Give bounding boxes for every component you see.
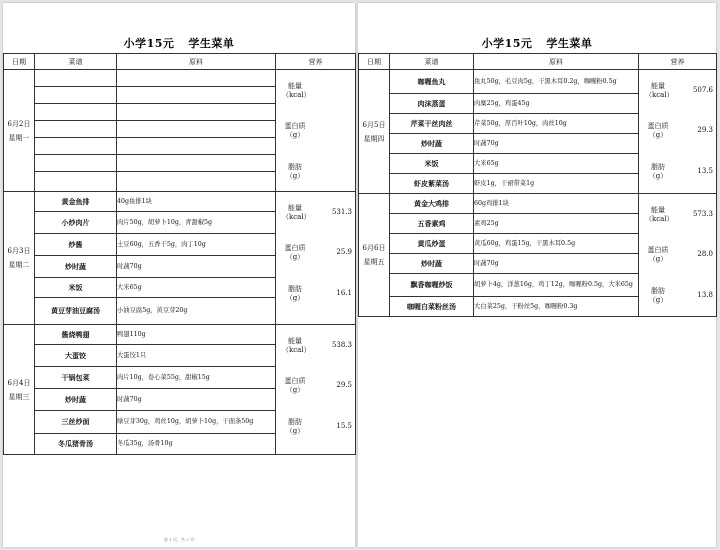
ingredients: 绿豆芽30g，鸡丝10g，胡萝卜10g，干面条50g — [117, 411, 276, 434]
date-cell — [4, 70, 35, 192]
header-ingredients: 原料 — [474, 54, 639, 70]
ingredients — [117, 87, 276, 104]
nutrition-box — [276, 325, 355, 453]
ingredients: 虾皮1g，干裙带菜1g — [474, 174, 639, 194]
dish-name: 虾皮紫菜汤 — [390, 174, 474, 194]
fat-value: 16.1 — [336, 289, 352, 297]
energy-unit: （kcal） — [645, 91, 674, 99]
table-row — [359, 194, 717, 214]
energy-label — [282, 82, 311, 100]
ingredients — [117, 121, 276, 138]
ingredients: 鱼丸50g，毛豆肉5g，干黑木耳0.2g，咖喱粉0.5g — [474, 70, 639, 94]
header-ingredients: 原料 — [117, 54, 276, 70]
dish-name — [35, 87, 117, 104]
protein-unit: （g） — [285, 253, 305, 261]
fat-unit: （g） — [285, 172, 305, 180]
fat-unit: （g） — [285, 294, 305, 302]
fat-name: 脂肪 — [288, 163, 302, 171]
dish-name: 黄瓜炒蛋 — [390, 234, 474, 254]
fat-label — [645, 287, 671, 305]
fat-value: 13.5 — [697, 167, 713, 175]
protein-value: 29.5 — [336, 381, 352, 389]
ingredients: 时蔬70g — [117, 256, 276, 278]
table-row — [4, 192, 356, 212]
fat-name: 脂肪 — [288, 285, 302, 293]
fat-value: 13.8 — [697, 291, 713, 299]
header-dish: 菜谱 — [35, 54, 117, 70]
protein-name: 蛋白质 — [647, 122, 669, 130]
dish-name: 咖喱白菜粉丝汤 — [390, 297, 474, 317]
ingredients — [117, 155, 276, 172]
dish-name: 黄金鱼排 — [35, 192, 117, 212]
protein-unit: （g） — [648, 131, 668, 139]
ingredients: 冬瓜35g，汤骨10g — [117, 434, 276, 455]
ingredients: 小油豆腐5g，黄豆芽20g — [117, 298, 276, 325]
weekday-label: 星期一 — [8, 133, 30, 142]
weekday-label: 星期二 — [8, 261, 30, 269]
protein-value: 28.0 — [697, 250, 713, 258]
dish-name: 小炒肉片 — [35, 212, 117, 234]
fat-unit: （g） — [648, 172, 668, 180]
header-dish: 菜谱 — [390, 54, 474, 70]
nutrition-cell — [276, 70, 356, 192]
fat-unit: （g） — [285, 427, 305, 435]
dish-name — [35, 104, 117, 121]
dish-name: 五香素鸡 — [390, 214, 474, 234]
fat-label — [282, 163, 308, 181]
nutrition-box — [276, 192, 355, 323]
dish-name: 炒时蔬 — [390, 254, 474, 274]
protein-unit: （g） — [285, 386, 305, 394]
dish-name: 炒酱 — [35, 234, 117, 256]
energy-name: 能量 — [651, 206, 665, 214]
dish-name: 酱烧鸭翅 — [35, 325, 117, 345]
protein-name: 蛋白质 — [284, 122, 306, 130]
protein-value: 29.3 — [697, 126, 713, 134]
dish-name: 炒时蔬 — [35, 389, 117, 411]
nutrition-cell — [639, 70, 717, 194]
energy-unit: （kcal） — [282, 346, 311, 354]
date-label: 6月2日 — [7, 119, 31, 128]
energy-name: 能量 — [288, 82, 302, 90]
nutrition-cell — [276, 192, 356, 325]
protein-name: 蛋白质 — [284, 377, 306, 385]
date-cell — [359, 70, 390, 194]
protein-label — [282, 122, 308, 140]
ingredients: 土豆60g，五香干5g，肉丁10g — [117, 234, 276, 256]
energy-name: 能量 — [288, 204, 302, 212]
title-menu: 学生菜单 — [546, 37, 593, 50]
dish-name: 三丝炒面 — [35, 411, 117, 434]
protein-label — [645, 246, 671, 264]
title-school-price: 小学15元 — [123, 37, 175, 50]
energy-value: 507.6 — [692, 86, 713, 94]
energy-value: 531.3 — [331, 208, 352, 216]
ingredients: 肉糜25g，鸡蛋45g — [474, 94, 639, 114]
ingredients: 素鸡25g — [474, 214, 639, 234]
menu-table — [358, 53, 717, 317]
protein-unit: （g） — [648, 255, 668, 263]
ingredients: 时蔬70g — [117, 389, 276, 411]
energy-unit: （kcal） — [282, 91, 311, 99]
dish-name: 干锅包菜 — [35, 367, 117, 389]
energy-value: 538.3 — [331, 341, 352, 349]
energy-label — [645, 206, 674, 224]
ingredients: 大白菜25g，干粉丝5g，咖喱粉0.3g — [474, 297, 639, 317]
ingredients — [117, 104, 276, 121]
energy-label — [282, 337, 311, 355]
protein-name: 蛋白质 — [284, 244, 306, 252]
protein-name: 蛋白质 — [647, 246, 669, 254]
header-date: 日期 — [4, 54, 35, 70]
dish-name: 芹菜干丝肉丝 — [390, 114, 474, 134]
dish-name — [35, 155, 117, 172]
energy-label — [282, 204, 311, 222]
table-row — [4, 325, 356, 345]
ingredients: 大米65g — [117, 278, 276, 298]
energy-name: 能量 — [288, 337, 302, 345]
dish-name: 飘香咖喱炒饭 — [390, 274, 474, 297]
nutrition-box — [639, 194, 716, 315]
dish-name: 咖喱鱼丸 — [390, 70, 474, 94]
nutrition-cell — [276, 325, 356, 455]
ingredients: 大蛋饺1只 — [117, 345, 276, 367]
date-cell — [4, 192, 35, 325]
protein-label — [282, 377, 308, 395]
page-title — [3, 35, 355, 51]
weekday-label: 星期四 — [363, 134, 385, 143]
ingredients: 胡萝卜4g，洋葱16g，鸡丁12g，咖喱粉0.5g，大米65g — [474, 274, 639, 297]
nutrition-box — [639, 70, 716, 192]
dish-name: 黄金大鸡排 — [390, 194, 474, 214]
page-title — [358, 35, 716, 51]
ingredients: 时蔬70g — [474, 254, 639, 274]
weekday-label: 星期三 — [8, 392, 30, 401]
fat-name: 脂肪 — [651, 163, 665, 171]
ingredients — [117, 70, 276, 87]
dish-name: 炒时蔬 — [390, 134, 474, 154]
nutrition-cell — [639, 194, 717, 317]
energy-name: 能量 — [651, 82, 665, 90]
ingredients: 大米65g — [474, 154, 639, 174]
dish-name: 炒时蔬 — [35, 256, 117, 278]
date-cell — [4, 325, 35, 455]
date-label: 6月5日 — [362, 120, 386, 129]
title-school-price: 小学15元 — [481, 37, 533, 50]
document-page-1 — [3, 3, 355, 547]
fat-name: 脂肪 — [651, 287, 665, 295]
dish-name: 米饭 — [35, 278, 117, 298]
ingredients: 时蔬70g — [474, 134, 639, 154]
energy-value: 573.3 — [692, 210, 713, 218]
fat-name: 脂肪 — [288, 418, 302, 426]
date-label: 6月6日 — [362, 244, 386, 252]
fat-label — [282, 285, 308, 303]
header-nutrition: 营养 — [639, 54, 717, 70]
menu-table — [3, 53, 356, 455]
dish-name — [35, 172, 117, 192]
fat-label — [645, 163, 671, 181]
energy-unit: （kcal） — [282, 213, 311, 221]
page-footer: 第 1 页，共 2 页 — [163, 537, 195, 542]
energy-unit: （kcal） — [645, 215, 674, 223]
dish-name — [35, 138, 117, 155]
ingredients — [117, 172, 276, 192]
protein-value: 25.9 — [336, 248, 352, 256]
dish-name: 冬瓜猪骨汤 — [35, 434, 117, 455]
protein-label — [645, 122, 671, 140]
fat-label — [282, 418, 308, 436]
document-page-2 — [358, 3, 716, 547]
header-nutrition: 营养 — [276, 54, 356, 70]
protein-unit: （g） — [285, 131, 305, 139]
ingredients: 鸭翅110g — [117, 325, 276, 345]
ingredients: 芹菜50g，厚百叶10g，肉丝10g — [474, 114, 639, 134]
date-label: 6月4日 — [7, 378, 31, 387]
date-label: 6月3日 — [7, 247, 31, 255]
dish-name: 肉沫蒸蛋 — [390, 94, 474, 114]
fat-unit: （g） — [648, 296, 668, 304]
ingredients: 60g鸡排1块 — [474, 194, 639, 214]
table-row — [4, 70, 356, 87]
table-row — [359, 70, 717, 94]
date-cell — [359, 194, 390, 317]
ingredients — [117, 138, 276, 155]
energy-label — [645, 82, 674, 100]
ingredients: 肉片50g，胡萝卜10g，青甜椒5g — [117, 212, 276, 234]
dish-name: 米饭 — [390, 154, 474, 174]
ingredients: 肉片10g，卷心菜55g，甜椒15g — [117, 367, 276, 389]
dish-name: 大蛋饺 — [35, 345, 117, 367]
weekday-label: 星期五 — [363, 258, 385, 266]
dish-name — [35, 121, 117, 138]
dish-name: 黄豆芽油豆腐汤 — [35, 298, 117, 325]
nutrition-box — [276, 70, 355, 190]
header-date: 日期 — [359, 54, 390, 70]
dish-name — [35, 70, 117, 87]
fat-value: 15.5 — [336, 422, 352, 430]
ingredients: 40g鱼排1块 — [117, 192, 276, 212]
ingredients: 黄瓜60g，鸡蛋15g，干黑木耳0.5g — [474, 234, 639, 254]
title-menu: 学生菜单 — [188, 37, 235, 50]
protein-label — [282, 244, 308, 262]
